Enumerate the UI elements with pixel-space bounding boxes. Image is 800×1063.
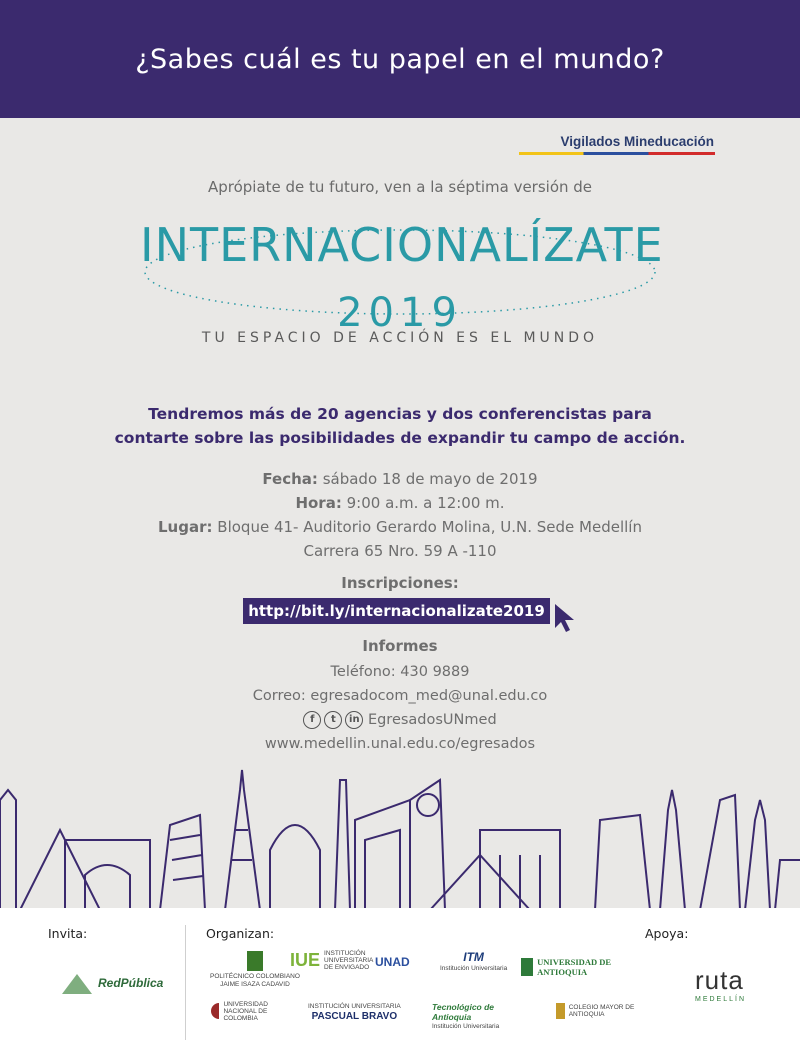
organizan-label: Organizan: [206,926,275,941]
colmayor-logo [555,1002,640,1020]
facebook-icon[interactable]: f [303,711,321,729]
poli-logo [210,950,300,988]
event-year: 2019 [337,290,463,336]
linkedin-icon[interactable]: in [345,711,363,729]
unal-seal-icon [210,1000,219,1022]
intro-text: Aprópiate de tu futuro, ven a la séptima versión de [207,178,593,196]
invita-label: Invita: [48,926,88,941]
landmarks-skyline [0,760,800,910]
unal-text: UNIVERSIDAD NACIONAL DE COLOMBIA [223,1000,268,1022]
udea-logo [520,957,640,977]
itm-sub: Institución Universitaria [440,965,508,972]
header-banner [0,0,800,118]
redpublica-logo [60,970,163,996]
lead-line-1: Tendremos más de 20 agencias y dos conferencistas para [148,405,652,423]
udea-text: UNIVERSIDAD DE ANTIOQUIA [537,957,612,977]
social-row [0,708,800,732]
colmayor-shield-icon [555,1002,565,1020]
lugar-row [0,515,800,539]
lugar-value: Bloque 41- Auditorio Gerardo Molina, U.N. Sede Medellín [217,518,642,536]
header-title: ¿Sabes cuál es tu papel en el mundo? [135,43,665,75]
colmayor-text: COLEGIO MAYOR DE ANTIOQUIA [568,1004,635,1018]
lead-line-2: contarte sobre las posibilidades de expandir tu campo de acción. [114,429,686,447]
iue-text: INSTITUCIÓN UNIVERSITARIA DE ENVIGADO [324,950,374,971]
iue-logo [290,950,374,971]
ruta-logo [695,965,746,1003]
poli-shield-icon [246,950,264,972]
direccion-value: Carrera 65 Nro. 59 A -110 [303,542,497,560]
social-handle: EgresadosUNmed [367,712,497,728]
poli-text: POLITÉCNICO COLOMBIANO [210,973,300,980]
ruta-sub: MEDELLÍN [695,996,747,1003]
tdea-text: Tecnológico de Antioquia [432,1002,495,1022]
flag-bar [519,152,715,155]
fecha-label: Fecha: [262,470,318,488]
event-details [0,467,800,563]
ruta-text: ruta [695,965,744,995]
mineducacion-label: Mineducación [623,134,714,149]
fecha-row [0,467,800,491]
social-icons [303,711,363,729]
poli-sub: JAIME ISAZA CADAVID [220,981,290,988]
unal-logo [210,1000,290,1022]
unad-text: UNAD [375,955,410,969]
telefono: Teléfono: 430 9889 [330,664,470,680]
correo[interactable]: Correo: egresadocom_med@unal.edu.co [252,688,548,704]
unad-logo [375,955,410,969]
tdea-logo [432,1002,532,1030]
pascual-logo [308,1003,401,1022]
pascual-text: PASCUAL BRAVO [311,1011,398,1022]
inscripciones-label: Inscripciones: [341,574,459,592]
vigilados-mineducacion [560,134,714,149]
informes-lines [0,660,800,756]
lugar-label: Lugar: [158,518,213,536]
iue-mark: IUE [290,950,321,970]
twitter-icon[interactable]: t [324,711,342,729]
itm-logo [440,950,507,972]
cursor-icon [553,602,579,634]
vigilados-label: Vigilados [560,134,621,149]
tdea-sub: Institución Universitaria [432,1023,500,1030]
apoya-label: Apoya: [645,926,689,941]
registration-link[interactable]: http://bit.ly/internacionalizate2019 [243,598,550,624]
itm-text: ITM [463,950,484,964]
hora-value: 9:00 a.m. a 12:00 m. [346,494,505,512]
redpublica-text: RedPública [98,976,164,990]
event-tagline: TU ESPACIO DE ACCIÓN ES EL MUNDO [201,330,599,346]
udea-seal-icon [520,957,533,977]
event-title: INTERNACIONALÍZATE [140,218,664,272]
footer-divider [185,925,186,1040]
event-logo [140,210,664,360]
hora-label: Hora: [295,494,342,512]
pascual-sub: INSTITUCIÓN UNIVERSITARIA [308,1003,401,1010]
website[interactable]: www.medellin.unal.edu.co/egresados [264,736,536,752]
redpublica-icon [60,970,94,996]
fecha-value: sábado 18 de mayo de 2019 [322,470,538,488]
lead-text [0,402,800,450]
hora-row [0,491,800,515]
informes-title: Informes [362,637,438,655]
